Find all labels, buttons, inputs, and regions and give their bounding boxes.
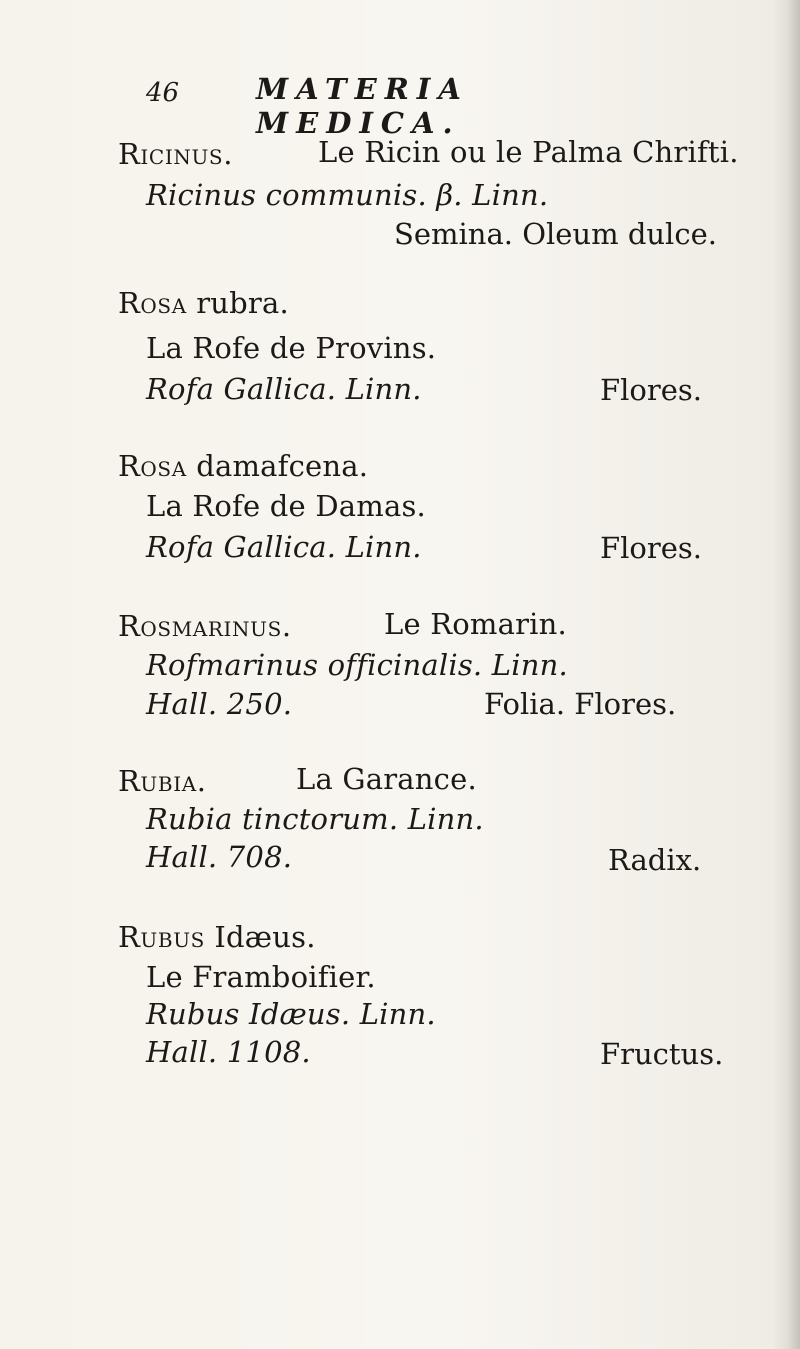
entry-binomial-ricinus: Ricinus communis. β. Linn. bbox=[146, 178, 549, 212]
entry-genus-rubia: Rubia. bbox=[118, 764, 207, 798]
page-header bbox=[146, 72, 690, 140]
entry-genus-rubus: Rubus bbox=[118, 920, 205, 954]
entry-parts-rosa-rubra: Flores. bbox=[600, 373, 702, 407]
entry-french-name-rosmarinus: Le Romarin. bbox=[384, 607, 567, 641]
entry-reference-rubus: Hall. 1108. bbox=[146, 1035, 311, 1069]
entry-species-rosa-rubra: rubra. bbox=[196, 286, 289, 320]
entry-reference-rosmarinus: Hall. 250. bbox=[146, 687, 293, 721]
entry-heading-rosa-rubra bbox=[118, 286, 289, 320]
entry-heading-rubus bbox=[118, 920, 316, 954]
entry-genus-rosa-damascena: Rosa bbox=[118, 449, 187, 483]
entry-french-name-rosa-damascena: La Rofe de Damas. bbox=[146, 489, 426, 523]
entry-binomial-rosa-damascena: Rofa Gallica. Linn. bbox=[146, 530, 422, 564]
entry-parts-ricinus: Semina. Oleum dulce. bbox=[394, 217, 717, 251]
entry-species-rubus: Idæus. bbox=[214, 920, 316, 954]
entry-french-name-ricinus: Le Ricin ou le Palma Chrifti. bbox=[318, 135, 739, 169]
entry-genus-ricinus: Ricinus. bbox=[118, 137, 234, 171]
entry-french-name-rubus: Le Framboifier. bbox=[146, 960, 376, 994]
entry-genus-rosa-rubra: Rosa bbox=[118, 286, 187, 320]
entry-species-rosa-damascena: damafcena. bbox=[196, 449, 369, 483]
entry-binomial-rubus: Rubus Idæus. Linn. bbox=[146, 997, 436, 1031]
entry-binomial-rosa-rubra: Rofa Gallica. Linn. bbox=[146, 372, 422, 406]
entry-genus-rosmarinus: Rosmarinus. bbox=[118, 609, 292, 643]
entry-parts-rubus: Fructus. bbox=[600, 1037, 724, 1071]
page-edge-shadow bbox=[772, 0, 800, 1349]
running-title: MATERIA MEDICA. bbox=[256, 72, 469, 140]
page-number: 46 bbox=[146, 78, 180, 108]
entry-parts-rosa-damascena: Flores. bbox=[600, 531, 702, 565]
entry-binomial-rosmarinus: Rofmarinus officinalis. Linn. bbox=[146, 648, 568, 682]
entry-parts-rubia: Radix. bbox=[608, 843, 702, 877]
entry-reference-rubia: Hall. 708. bbox=[146, 840, 293, 874]
entry-binomial-rubia: Rubia tinctorum. Linn. bbox=[146, 802, 484, 836]
entry-heading-rosa-damascena bbox=[118, 449, 369, 483]
entry-french-name-rubia: La Garance. bbox=[296, 762, 477, 796]
entry-french-name-rosa-rubra: La Rofe de Provins. bbox=[146, 331, 437, 365]
entry-parts-rosmarinus: Folia. Flores. bbox=[484, 687, 677, 721]
